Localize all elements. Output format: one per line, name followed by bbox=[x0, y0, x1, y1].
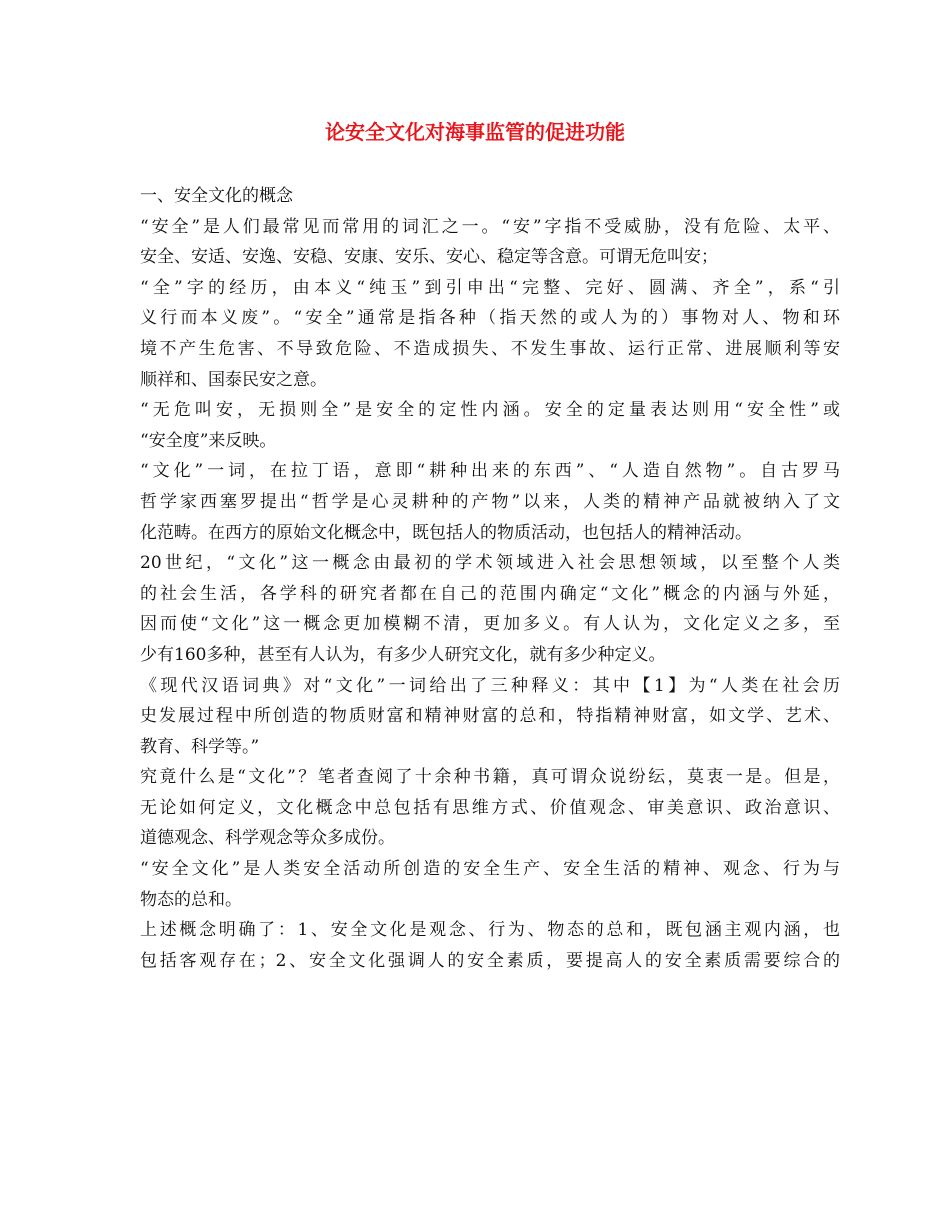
text-line: 一、安全文化的概念 bbox=[140, 186, 293, 206]
text-line: “无危叫安，无损则全”是安全的定性内涵。安全的定量表达则用“安全性”或 bbox=[140, 400, 840, 421]
text-line: 20世纪，“文化”这一概念由最初的学术领域进入社会思想领域，以至整个人类 bbox=[140, 553, 840, 574]
text-line: 无论如何定义，文化概念中总包括有思维方式、价值观念、审美意识、政治意识、 bbox=[140, 797, 840, 818]
document-title: 论安全文化对海事监管的促进功能 bbox=[325, 120, 625, 144]
text-line: 的社会生活，各学科的研究者都在自己的范围内确定“文化”概念的内涵与外延， bbox=[140, 583, 840, 604]
text-line: 史发展过程中所创造的物质财富和精神财富的总和，特指精神财富，如文学、艺术、 bbox=[140, 706, 840, 727]
text-line: “安全文化”是人类安全活动所创造的安全生产、安全生活的精神、观念、行为与 bbox=[140, 859, 840, 880]
text-line: 《现代汉语词典》对“文化”一词给出了三种释义：其中【1】为“人类在社会历 bbox=[140, 675, 840, 696]
text-line: 上述概念明确了：1、安全文化是观念、行为、物态的总和，既包涵主观内涵，也 bbox=[140, 920, 840, 941]
text-line: 教育、科学等。” bbox=[140, 736, 260, 757]
text-line: “文化”一词，在拉丁语，意即“耕种出来的东西”、“人造自然物”。自古罗马 bbox=[140, 461, 840, 482]
text-line: “安全”是人们最常见而常用的词汇之一。“安”字指不受威胁，没有危险、太平、 bbox=[140, 216, 840, 237]
text-line: 哲学家西塞罗提出“哲学是心灵耕种的产物”以来，人类的精神产品就被纳入了文 bbox=[140, 491, 840, 512]
text-line: 因而使“文化”这一概念更加模糊不清，更加多义。有人认为，文化定义之多，至 bbox=[140, 614, 840, 635]
text-line: 顺祥和、国泰民安之意。 bbox=[140, 369, 327, 390]
text-line: 少有160多种，甚至有人认为，有多少人研究文化，就有多少种定义。 bbox=[140, 644, 666, 665]
text-line: “安全度”来反映。 bbox=[140, 430, 277, 451]
text-line: 化范畴。在西方的原始文化概念中，既包括人的物质活动，也包括人的精神活动。 bbox=[140, 522, 752, 543]
text-line: “全”字的经历，由本义“纯玉”到引申出“完整、完好、圆满、齐全”，系“引 bbox=[140, 277, 840, 298]
text-line: 道德观念、科学观念等众多成份。 bbox=[140, 828, 395, 849]
text-line: 物态的总和。 bbox=[140, 889, 242, 910]
text-line: 义行而本义废”。“安全”通常是指各种（指天然的或人为的）事物对人、物和环 bbox=[140, 308, 840, 329]
text-line: 究竟什么是“文化”？笔者查阅了十余种书籍，真可谓众说纷纭，莫衷一是。但是， bbox=[140, 767, 840, 788]
text-line: 境不产生危害、不导致危险、不造成损失、不发生事故、运行正常、进展顺利等安 bbox=[140, 338, 840, 359]
text-line: 安全、安适、安逸、安稳、安康、安乐、安心、稳定等含意。可谓无危叫安； bbox=[140, 247, 718, 268]
text-line: 包括客观存在；2、安全文化强调人的安全素质，要提高人的安全素质需要综合的 bbox=[140, 950, 840, 971]
document-body bbox=[140, 181, 840, 976]
